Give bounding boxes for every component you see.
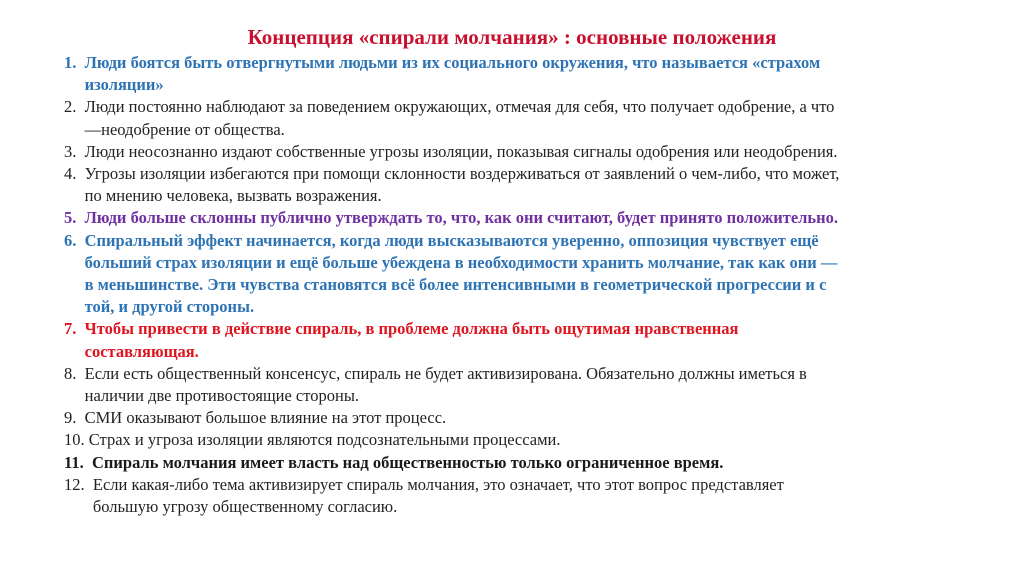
slide-title: Концепция «спирали молчания» : основные положения (247, 25, 777, 49)
list-item-10 (64, 429, 994, 451)
item-number: 3. (64, 141, 85, 161)
list-item-7 (64, 318, 994, 362)
item-text: Страх и угроза изоляции являются подсознательными процессами. (88, 430, 561, 450)
item-text: Люди постоянно наблюдают за поведением окружающих, отмечая для себя, что получает одобрение, а что —неодобрение от общества. (84, 97, 835, 139)
item-text: Спираль молчания имеет власть над общественностью только ограниченное время. (91, 452, 724, 472)
list-item-2 (64, 96, 994, 140)
item-number: 12. (64, 474, 93, 494)
item-number: 7. (64, 319, 85, 339)
list-item-4 (64, 163, 994, 207)
positions-list (64, 52, 994, 518)
list-item-9 (64, 407, 994, 429)
item-number: 1. (64, 53, 85, 72)
item-number: 5. (64, 208, 85, 228)
item-text: Чтобы привести в действие спираль, в проблеме должна быть ощутимая нравственная составляющая. (84, 319, 739, 361)
item-text: Если какая-либо тема активизирует спираль молчания, это означает, что этот вопрос представляет большую угрозу общественному согласию. (92, 474, 784, 517)
item-text: Люди больше склонны публично утверждать то, что, как они считают, будет принято положительно. (84, 208, 839, 228)
list-item-12 (64, 474, 994, 518)
list-item-11 (64, 452, 994, 474)
list-item-8 (64, 363, 994, 407)
item-text: Если есть общественный консенсус, спираль не будет активизирована. Обязательно должны иметься в наличии две противостоящие стороны. (84, 363, 807, 406)
item-number: 10. (64, 430, 89, 450)
item-number: 6. (64, 230, 85, 250)
item-text: СМИ оказывают большое влияние на этот процесс. (84, 408, 447, 428)
item-text: Угрозы изоляции избегаются при помощи склонности воздерживаться от заявлений о чем-либо, что может, по мнению человека, вызвать возражения. (84, 164, 840, 206)
item-text: Спиральный эффект начинается, когда люди высказываются уверенно, оппозиция чувствует ещё больший страх изоляции и ещё больше убеждена в необходимости хранить молчание, так как они — в меньшинстве. Эти чувства становятся всё более интенсивными в геометрической прогрессии и с той, и другой стороны. (84, 230, 838, 317)
item-number: 4. (64, 164, 85, 184)
item-text: Люди неосознанно издают собственные угрозы изоляции, показывая сигналы одобрения или неодобрения. (84, 141, 838, 161)
item-number: 8. (64, 363, 85, 383)
item-number: 11. (64, 452, 92, 472)
list-item-5 (64, 207, 994, 229)
list-item-1 (64, 52, 994, 96)
list-item-6 (64, 230, 994, 319)
item-number: 9. (64, 408, 85, 428)
item-text: Люди боятся быть отвергнутыми людьми из их социального окружения, что называется «страхом изоляции» (84, 53, 821, 95)
item-number: 2. (64, 97, 85, 117)
list-item-3 (64, 141, 994, 163)
